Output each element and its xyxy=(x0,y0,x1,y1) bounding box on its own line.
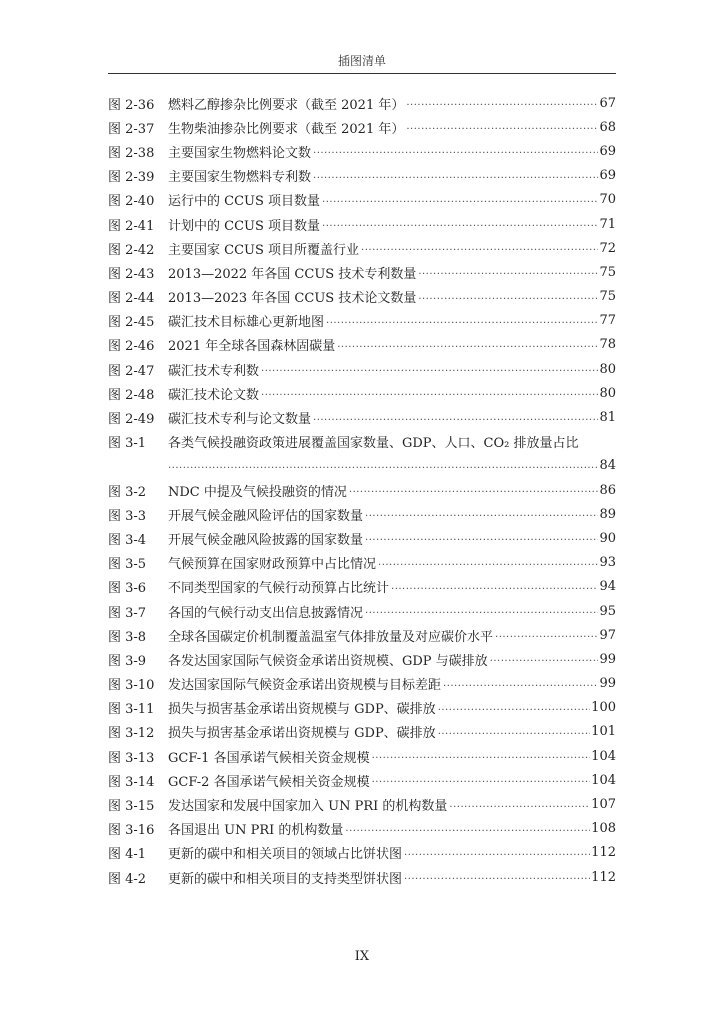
figure-number: 图 2-46 xyxy=(108,339,155,355)
leader-dots xyxy=(449,800,590,810)
figure-number: 图 3-4 xyxy=(108,532,147,548)
page-ref: 84 xyxy=(599,458,616,474)
toc-entry[interactable] xyxy=(108,260,616,284)
figure-title: GCF-1 各国承诺气候相关资金规模 xyxy=(168,750,370,766)
page-ref: 100 xyxy=(591,700,616,716)
page-ref: 90 xyxy=(599,530,616,546)
figure-number: 图 2-41 xyxy=(108,218,155,234)
figure-number: 图 3-16 xyxy=(108,823,155,839)
page-ref: 104 xyxy=(591,748,616,764)
toc-entry[interactable] xyxy=(108,817,616,841)
leader-dots xyxy=(361,243,598,253)
page-ref: 95 xyxy=(599,603,616,619)
toc-entry[interactable] xyxy=(108,865,616,889)
figure-title: 全球各国碳定价机制覆盖温室气体排放量及对应碳价水平 xyxy=(168,629,494,645)
page-ref: 81 xyxy=(599,410,616,426)
toc-entry[interactable] xyxy=(108,599,616,623)
toc-entry[interactable] xyxy=(108,526,616,550)
figure-number: 图 3-15 xyxy=(108,799,155,815)
page-ref: 89 xyxy=(599,506,616,522)
page-number: IX xyxy=(354,949,370,964)
page-ref: 67 xyxy=(599,95,616,111)
leader-dots xyxy=(322,195,598,205)
leader-dots xyxy=(372,775,591,785)
figure-title: 开展气候金融风险披露的国家数量 xyxy=(168,532,364,548)
figure-title: 更新的碳中和相关项目的支持类型饼状图 xyxy=(168,871,403,887)
leader-dots xyxy=(372,751,591,761)
toc-entry[interactable] xyxy=(108,115,616,139)
page-ref: 107 xyxy=(591,797,616,813)
figure-number: 图 2-43 xyxy=(108,266,155,282)
figure-title: 2013—2023 年各国 CCUS 技术论文数量 xyxy=(168,291,417,307)
toc-entry[interactable] xyxy=(108,381,616,405)
page-ref: 99 xyxy=(599,651,616,667)
toc-entry[interactable] xyxy=(108,405,616,429)
figure-number: 图 2-44 xyxy=(108,291,155,307)
leader-dots xyxy=(404,848,590,858)
figure-title: 2021 年全球各国森林固碳量 xyxy=(168,339,336,355)
figure-number: 图 4-1 xyxy=(108,847,147,863)
toc-entry[interactable] xyxy=(108,720,616,744)
figure-title: 主要国家生物燃料专利数 xyxy=(168,170,312,186)
toc-entry[interactable] xyxy=(108,333,616,357)
figure-number: 图 3-2 xyxy=(108,484,147,500)
leader-dots xyxy=(406,98,598,108)
page-ref: 75 xyxy=(599,264,616,280)
figure-title: 各国的气候行动支出信息披露情况 xyxy=(168,605,364,621)
leader-dots xyxy=(378,558,598,568)
figure-title: 碳汇技术目标雄心更新地图 xyxy=(168,315,325,331)
figure-number: 图 2-42 xyxy=(108,242,155,258)
page-ref: 70 xyxy=(599,192,616,208)
figure-title: 更新的碳中和相关项目的领域占比饼状图 xyxy=(168,847,403,863)
page-ref: 104 xyxy=(591,772,616,788)
toc-entry[interactable] xyxy=(108,139,616,163)
leader-dots xyxy=(418,267,598,277)
figure-title: 各类气候投融资政策进展覆盖国家数量、GDP、人口、CO₂ 排放量占比 xyxy=(168,436,579,452)
figure-title: 各发达国家国际气候资金承诺出资规模、GDP 与碳排放 xyxy=(168,653,488,669)
figure-title: 碳汇技术论文数 xyxy=(168,387,260,403)
page-ref: 93 xyxy=(599,555,616,571)
leader-dots xyxy=(418,292,598,302)
figure-title: 开展气候金融风险评估的国家数量 xyxy=(168,508,364,524)
figure-number: 图 3-5 xyxy=(108,557,147,573)
figure-title: 损失与损害基金承诺出资规模与 GDP、碳排放 xyxy=(168,726,436,742)
figure-number: 图 3-7 xyxy=(108,605,147,621)
leader-dots xyxy=(365,606,598,616)
figure-number: 图 3-14 xyxy=(108,774,155,790)
figure-title: 2013—2022 年各国 CCUS 技术专利数量 xyxy=(168,266,417,282)
figure-number: 图 2-40 xyxy=(108,194,155,210)
toc-entry[interactable] xyxy=(108,672,616,696)
toc-entry[interactable] xyxy=(108,744,616,768)
toc-entry[interactable] xyxy=(108,212,616,236)
figure-number: 图 3-1 xyxy=(108,436,147,452)
figure-number: 图 3-6 xyxy=(108,581,147,597)
figure-title: 不同类型国家的气候行动预算占比统计 xyxy=(168,581,390,597)
toc-entry[interactable] xyxy=(108,575,616,599)
leader-dots xyxy=(313,413,598,423)
leader-dots xyxy=(345,824,590,834)
figure-title: 计划中的 CCUS 项目数量 xyxy=(168,218,321,234)
toc-entry[interactable] xyxy=(108,164,616,188)
figure-title: 主要国家 CCUS 项目所覆盖行业 xyxy=(168,242,360,258)
figure-number: 图 2-38 xyxy=(108,145,155,161)
leader-dots xyxy=(495,630,598,640)
leader-dots xyxy=(443,679,598,689)
page-ref: 69 xyxy=(599,168,616,184)
leader-dots xyxy=(438,703,590,713)
toc-entry[interactable] xyxy=(108,357,616,381)
figure-title: 碳汇技术专利与论文数量 xyxy=(168,412,312,428)
page-ref: 72 xyxy=(599,240,616,256)
page-ref: 80 xyxy=(599,361,616,377)
leader-dots xyxy=(438,727,590,737)
page-ref: 112 xyxy=(591,845,616,861)
figure-number: 图 3-12 xyxy=(108,726,155,742)
figure-title: 燃料乙醇掺杂比例要求（截至 2021 年） xyxy=(168,97,405,113)
leader-dots xyxy=(404,872,590,882)
leader-dots xyxy=(490,654,599,664)
figure-title: 主要国家生物燃料论文数 xyxy=(168,145,312,161)
page-ref: 75 xyxy=(599,289,616,305)
leader-dots xyxy=(168,461,598,471)
toc-entry[interactable] xyxy=(108,696,616,720)
leader-dots xyxy=(326,316,598,326)
page-ref: 99 xyxy=(599,676,616,692)
figure-number: 图 3-8 xyxy=(108,629,147,645)
page-ref: 101 xyxy=(591,724,616,740)
toc-entry[interactable] xyxy=(108,623,616,647)
leader-dots xyxy=(365,533,598,543)
page-ref: 86 xyxy=(599,482,616,498)
figure-number: 图 2-45 xyxy=(108,315,155,331)
toc-entry[interactable] xyxy=(108,841,616,865)
figure-number: 图 2-36 xyxy=(108,97,155,113)
figure-number: 图 3-10 xyxy=(108,678,155,694)
toc-entry[interactable] xyxy=(108,91,616,115)
figure-number: 图 3-11 xyxy=(108,702,155,718)
figure-title: GCF-2 各国承诺气候相关资金规模 xyxy=(168,774,370,790)
page-ref: 112 xyxy=(591,869,616,885)
page-ref: 69 xyxy=(599,143,616,159)
toc-entry[interactable] xyxy=(108,792,616,816)
figure-title: 损失与损害基金承诺出资规模与 GDP、碳排放 xyxy=(168,702,436,718)
page-ref: 97 xyxy=(599,627,616,643)
page-ref: 77 xyxy=(599,313,616,329)
figure-number: 图 2-48 xyxy=(108,387,155,403)
figure-title: 发达国家和发展中国家加入 UN PRI 的机构数量 xyxy=(168,799,448,815)
page-ref: 68 xyxy=(599,119,616,135)
figure-number: 图 2-49 xyxy=(108,412,155,428)
toc-entry[interactable] xyxy=(108,309,616,333)
figure-title: 气候预算在国家财政预算中占比情况 xyxy=(168,557,377,573)
toc-entry[interactable] xyxy=(108,236,616,260)
leader-dots xyxy=(313,146,598,156)
page-ref: 80 xyxy=(599,385,616,401)
leader-dots xyxy=(322,219,598,229)
toc-entry[interactable] xyxy=(108,647,616,671)
leader-dots xyxy=(313,171,598,181)
figure-number: 图 2-37 xyxy=(108,121,155,137)
page-ref: 94 xyxy=(599,579,616,595)
page-ref: 71 xyxy=(599,216,616,232)
page-ref: 108 xyxy=(591,821,616,837)
toc-entry[interactable] xyxy=(108,551,616,575)
leader-dots xyxy=(391,582,598,592)
running-header: 插图清单 xyxy=(337,54,386,68)
figure-title: NDC 中提及气候投融资的情况 xyxy=(168,484,347,500)
leader-dots xyxy=(349,485,599,495)
header-rule xyxy=(108,73,616,74)
figure-list xyxy=(108,91,616,889)
figure-title: 运行中的 CCUS 项目数量 xyxy=(168,194,321,210)
figure-title: 各国退出 UN PRI 的机构数量 xyxy=(168,823,344,839)
toc-entry[interactable] xyxy=(108,285,616,309)
figure-number: 图 3-13 xyxy=(108,750,155,766)
toc-entry-continuation[interactable] xyxy=(108,454,616,478)
figure-title: 生物柴油掺杂比例要求（截至 2021 年） xyxy=(168,121,405,137)
leader-dots xyxy=(406,122,598,132)
leader-dots xyxy=(365,509,598,519)
page-ref: 78 xyxy=(599,337,616,353)
leader-dots xyxy=(337,340,598,350)
figure-number: 图 3-3 xyxy=(108,508,147,524)
figure-number: 图 2-39 xyxy=(108,170,155,186)
figure-title: 碳汇技术专利数 xyxy=(168,363,260,379)
figure-number: 图 4-2 xyxy=(108,871,147,887)
toc-entry[interactable] xyxy=(108,768,616,792)
toc-entry-multiline[interactable] xyxy=(108,430,616,454)
toc-entry[interactable] xyxy=(108,502,616,526)
figure-number: 图 2-47 xyxy=(108,363,155,379)
figure-number: 图 3-9 xyxy=(108,653,147,669)
leader-dots xyxy=(261,364,598,374)
toc-entry[interactable] xyxy=(108,188,616,212)
figure-title: 发达国家国际气候资金承诺出资规模与目标差距 xyxy=(168,678,442,694)
toc-entry[interactable] xyxy=(108,478,616,502)
leader-dots xyxy=(261,388,598,398)
